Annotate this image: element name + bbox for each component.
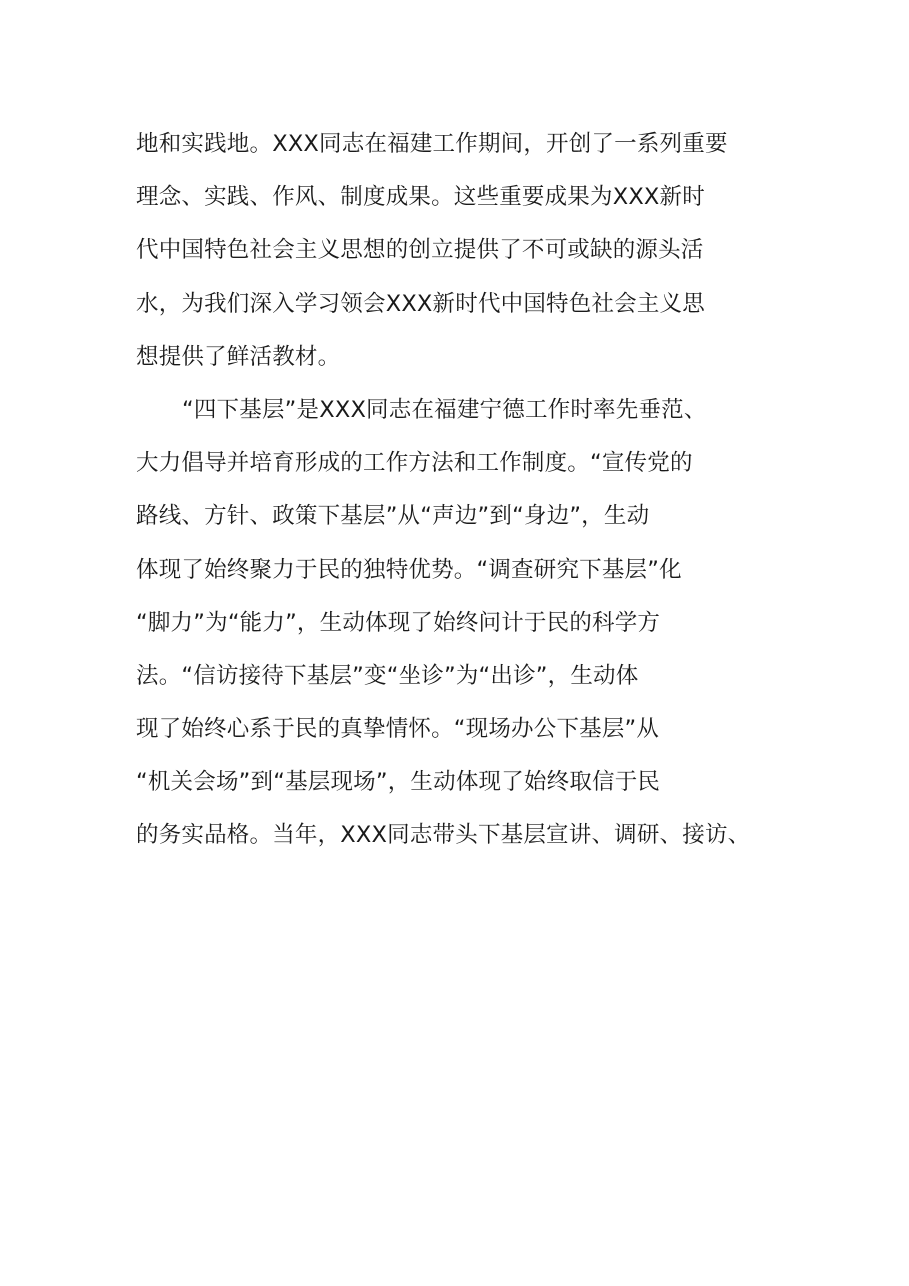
text-line-11: 法。“信访接待下基层”变“坐诊”为“出诊”，生动体 xyxy=(136,662,639,689)
text-line-9: 体现了始终聚力于民的独特优势。“调查研究下基层”化 xyxy=(136,556,682,583)
text-line-14: 的务实品格。当年，XXX同志带头下基层宣讲、调研、接访、 xyxy=(136,822,751,849)
text-line-13: “机关会场”到“基层现场”，生动体现了始终取信于民 xyxy=(136,769,661,796)
text-line-6: “四下基层”是XXX同志在福建宁德工作时率先垂范、 xyxy=(182,396,707,423)
document-body xyxy=(136,118,786,863)
text-line-4: 水，为我们深入学习领会XXX新时代中国特色社会主义思 xyxy=(136,290,705,317)
text-line-8: 路线、方针、政策下基层”从“声边”到“身边”，生动 xyxy=(136,503,650,530)
text-line-3: 代中国特色社会主义思想的创立提供了不可或缺的源头活 xyxy=(136,237,704,264)
text-line-2: 理念、实践、作风、制度成果。这些重要成果为XXX新时 xyxy=(136,184,705,211)
text-line-1: 地和实践地。XXX同志在福建工作期间，开创了一系列重要 xyxy=(136,131,728,157)
text-line-12: 现了始终心系于民的真挚情怀。“现场办公下基层”从 xyxy=(136,716,660,743)
text-line-5: 想提供了鲜活教材。 xyxy=(136,343,341,370)
text-line-10: “脚力”为“能力”，生动体现了始终问计于民的科学方 xyxy=(136,609,661,636)
text-line-7: 大力倡导并培育形成的工作方法和工作制度。“宣传党的 xyxy=(136,450,693,477)
